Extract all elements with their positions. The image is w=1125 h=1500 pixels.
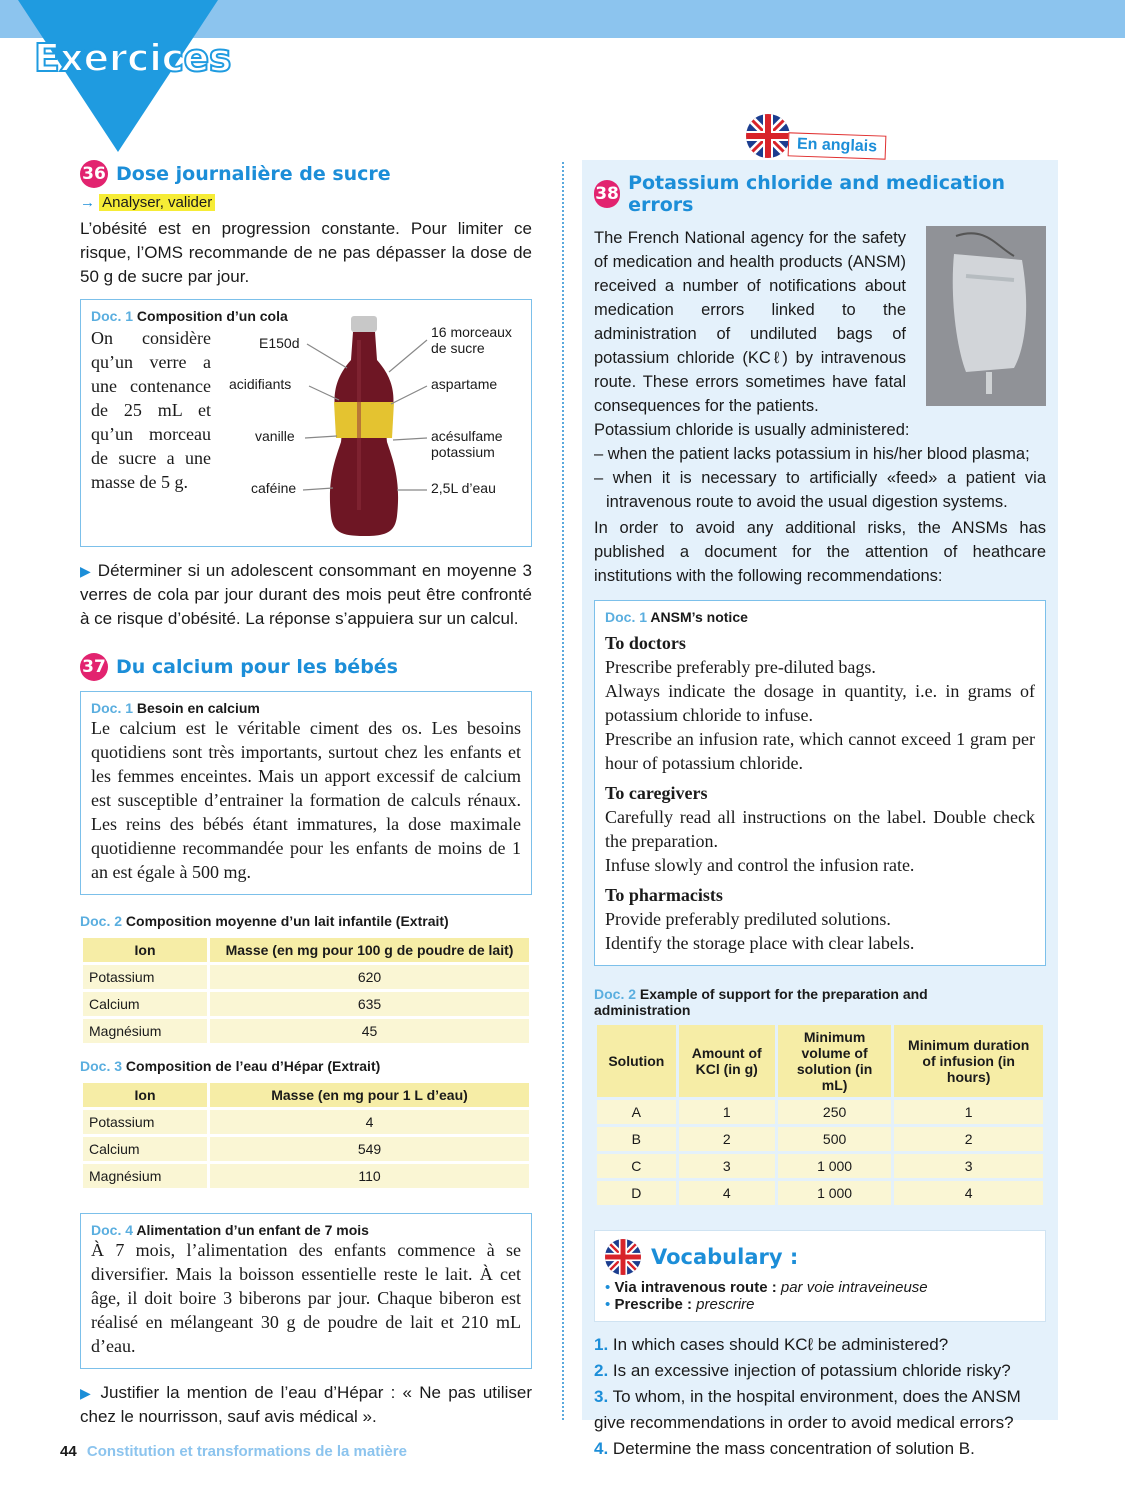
doc-text: À 7 mois, l’alimentation des enfants commence à se diversifier. Mais la boisson essentielle reste le lait. À cet âge, il doit boire 3 biberons par jour. Chaque biberon est réalisé en mélangeant 30 g de poudre de lait et 210 mL d’eau. (91, 1240, 521, 1356)
skill-tag (80, 194, 532, 211)
page-title: Exercices (34, 36, 231, 80)
exercise-38-header (594, 172, 1046, 216)
skill-label: Analyser, valider (99, 194, 215, 211)
iv-bag-image (926, 226, 1046, 406)
question-item: 1. In which cases should KCℓ be administered? (594, 1335, 949, 1354)
exercise-title: Potassium chloride and medication errors (628, 172, 1005, 216)
question-item: 4. Determine the mass concentration of solution B. (594, 1439, 975, 1458)
doc-box-alimentation (80, 1213, 532, 1369)
hepar-composition-table: Ion Masse (en mg pour 1 L d’eau) Potassium 4 Calcium 549 Magnésium 110 (80, 1080, 532, 1191)
exercise-number: 37 (80, 653, 108, 681)
exercise-intro: The French National agency for the safety of medication and health products (ANSM) received a number of notifications about medication errors linked to the administration of undiluted bags of potassium chloride (KCℓ) by intravenous route. These errors sometimes have fatal consequences for the patients. (594, 229, 906, 415)
triangle-icon: ▶ (80, 563, 92, 579)
uk-flag-icon (605, 1239, 641, 1275)
usually-text: Potassium chloride is usually administered: (594, 421, 910, 439)
vocab-item: • Prescribe : prescrire (605, 1296, 755, 1313)
doc-label: Doc. 2 Example of support for the preparation and administration (594, 986, 928, 1018)
uk-flag-icon (746, 114, 790, 158)
question-item: 3. To whom, in the hospital environment, does the ANSM give recommendations in order to avoid medical errors? (594, 1387, 1021, 1432)
table-row: Magnésium 45 (83, 1019, 529, 1043)
table-row: D 4 1 000 4 (597, 1181, 1043, 1205)
label-acidifiants: acidifiants (229, 376, 292, 392)
vocabulary-box (594, 1230, 1046, 1322)
exercise-title: Dose journalière de sucre (116, 163, 391, 185)
exercise-37-header (80, 653, 532, 681)
exercise-title: Du calcium pour les bébés (116, 656, 398, 678)
exercise-question: ▶ Justifier la mention de l’eau d’Hépar : « Ne pas utiliser chez le nourrisson, sauf avis médical ». (80, 1383, 532, 1426)
table-row: Potassium 620 (83, 965, 529, 989)
doc-label: Doc. 2 Composition moyenne d’un lait infantile (Extrait) (80, 913, 449, 929)
page-number: 44 (60, 1443, 77, 1460)
label-e150d: E150d (259, 335, 300, 351)
bullet-1: – when the patient lacks potassium in his/her blood plasma; (594, 445, 1030, 463)
doc-text: Le calcium est le véritable ciment des os. Les besoins quotidiens sont très importants, surtout chez les enfants et les femmes enceintes. Mais un apport excessif de calcium est susceptible d’entrainer la formation de calculs rénaux. Les reins des bébés étant immatures, la dose maximale quotidienne recommandée pour les enfants de moins de 1 an est égale à 500 mg. (91, 718, 521, 882)
vocab-item: • Via intravenous route : par voie intraveineuse (605, 1279, 928, 1296)
label-sucre: 16 morceaux de sucre (431, 324, 512, 356)
table-row: Magnésium 110 (83, 1164, 529, 1188)
exercise-number: 38 (594, 180, 620, 208)
doc-box-ansm (594, 600, 1046, 966)
table-row: B 2 500 2 (597, 1127, 1043, 1151)
doc-text: On considère qu’un verre a une contenance de 25 mL et qu’un morceau de sucre a une masse de 5 g. (91, 328, 211, 492)
doc-label: Doc. 3 Composition de l’eau d’Hépar (Extrait) (80, 1058, 381, 1074)
table-row: Calcium 549 (83, 1137, 529, 1161)
after-text: In order to avoid any additional risks, the ANSMs has published a document for the attention of heathcare institutions with the following recommendations: (594, 519, 1046, 585)
doc-label: Doc. 1 Besoin en calcium (91, 700, 260, 716)
arrow-icon: → (80, 194, 95, 211)
exercise-question: ▶ Déterminer si un adolescent consommant en moyenne 3 verres de cola par jour durant des mois peut être confronté à ce risque d’obésité. La réponse s’appuiera sur un calcul. (80, 561, 532, 628)
vocabulary-title: Vocabulary : (651, 1245, 799, 1269)
doc-text: Carefully read all instructions on the label. Double check the preparation. Infuse slowly and control the infusion rate. (605, 807, 1035, 875)
doc-label: Doc. 4 Alimentation d’un enfant de 7 mois (91, 1222, 369, 1238)
doc-text: Provide preferably prediluted solutions. Identify the storage place with clear labels. (605, 909, 915, 953)
question-item: 2. Is an excessive injection of potassium chloride risky? (594, 1361, 1011, 1380)
doc-label: Doc. 1 Composition d’un cola (91, 308, 288, 324)
triangle-icon: ▶ (80, 1385, 94, 1401)
left-column (80, 160, 532, 1429)
table-row: Calcium 635 (83, 992, 529, 1016)
doc-label: Doc. 1 ANSM’s notice (605, 609, 748, 625)
footer-title: Constitution et transformations de la matière (86, 1443, 407, 1460)
doc-box-cola (80, 299, 532, 547)
doc-text: Prescribe preferably pre-diluted bags. Always indicate the dosage in quantity, i.e. in grams of potassium chloride to infuse. Prescribe an infusion rate, which cannot exceed 1 gram per hour of potassium chloride. (605, 657, 1035, 773)
label-cafeine: caféine (251, 480, 297, 496)
en-anglais-label: En anglais (788, 132, 887, 159)
label-eau: 2,5L d’eau (431, 480, 496, 496)
solution-table: Solution Amount of KCl (in g) Minimum volume of solution (in mL) Minimum duration of infusion (in hours) A 1 250 1 B 2 500 2 C 3 1 000 3 D 4 1 000 4 (594, 1022, 1046, 1208)
section-heading: To pharmacists (605, 885, 723, 905)
column-divider (562, 162, 564, 1420)
iv-bag-icon (926, 226, 1046, 406)
exercise-number: 36 (80, 160, 108, 188)
label-acesulfame: acésulfame potassium (431, 428, 503, 460)
table-row: Potassium 4 (83, 1110, 529, 1134)
milk-composition-table: Ion Masse (en mg pour 100 g de poudre de lait) Potassium 620 Calcium 635 Magnésium 45 (80, 935, 532, 1046)
table-row: A 1 250 1 (597, 1100, 1043, 1124)
cola-bottle-figure (221, 310, 531, 540)
label-lines (221, 310, 531, 540)
section-heading: To doctors (605, 633, 686, 653)
questions-list (594, 1332, 1046, 1462)
exercise-intro: L’obésité est en progression constante. Pour limiter ce risque, l’OMS recommande de ne pas dépasser la dose de 50 g de sucre par jour. (80, 219, 532, 286)
table-row: C 3 1 000 3 (597, 1154, 1043, 1178)
bullet-2: – when it is necessary to artificially «feed» a patient via intravenous route to avoid the usual digestion systems. (594, 469, 1046, 511)
label-vanille: vanille (255, 428, 295, 444)
section-heading: To caregivers (605, 783, 708, 803)
doc-box-calcium (80, 691, 532, 895)
exercise-36-header (80, 160, 532, 188)
label-aspartame: aspartame (431, 376, 498, 392)
page-footer (60, 1443, 407, 1460)
right-column (582, 160, 1058, 1458)
